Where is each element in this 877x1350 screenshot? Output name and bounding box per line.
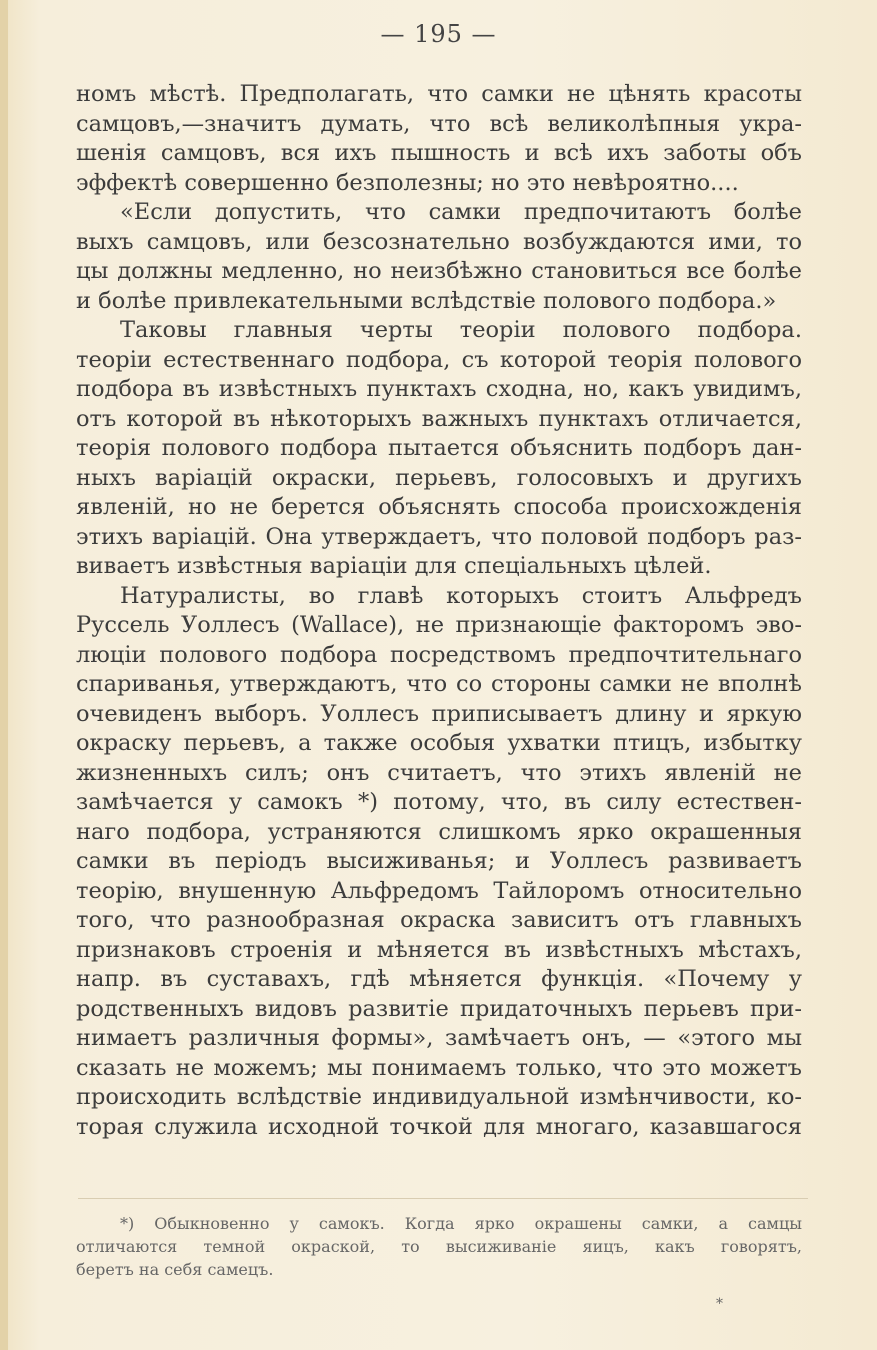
text-line: этихъ варіацій. Она утверждаетъ, что половой подборъ раз- bbox=[76, 523, 802, 550]
text-line: подбора въ извѣстныхъ пунктахъ сходна, но, какъ увидимъ, bbox=[76, 376, 802, 402]
text-line: окраску перьевъ, а также особыя ухватки птицъ, избытку bbox=[76, 730, 802, 756]
text-line: явленій, но не берется объяснять способа происхожденія bbox=[76, 494, 802, 520]
text-line: и болѣе привлекательными вслѣдствіе полового подбора.» bbox=[76, 287, 777, 314]
text-line: виваетъ извѣстныя варіаціи для спеціальныхъ цѣлей. bbox=[76, 553, 712, 579]
text-line: жизненныхъ силъ; онъ считаетъ, что этихъ явленій не bbox=[76, 759, 802, 786]
text-line: ныхъ варіацій окраски, перьевъ, голосовыхъ и другихъ bbox=[76, 464, 802, 491]
text-line: теорію, внушенную Альфредомъ Тайлоромъ относительно bbox=[76, 877, 802, 904]
text-line: наго подбора, устраняются слишкомъ ярко окрашенныя bbox=[76, 818, 802, 845]
text-line: теоріи естественнаго подбора, съ которой теорія полового bbox=[76, 346, 802, 373]
text-line: торая служила исходной точкой для многаго, казавшагося bbox=[76, 1113, 802, 1140]
main-text bbox=[76, 80, 802, 1142]
text-line: люціи полового подбора посредствомъ предпочтительнаго bbox=[76, 641, 802, 668]
text-line: Руссель Уоллесъ (Wallace), не признающіе факторомъ эво- bbox=[76, 612, 802, 638]
footnote-line: отличаются темной окраской, то высиживаніе яицъ, какъ говорятъ, bbox=[76, 1237, 802, 1256]
text-line: цы должны медленно, но неизбѣжно становиться все болѣе bbox=[76, 258, 802, 284]
text-line: нимаетъ различныя формы», замѣчаетъ онъ, — «этого мы bbox=[76, 1025, 802, 1051]
text-line: самки въ періодъ высиживанья; и Уоллесъ развиваетъ bbox=[76, 848, 802, 874]
page-number: — 195 — bbox=[380, 20, 497, 48]
text-line: родственныхъ видовъ развитіе придаточныхъ перьевъ при- bbox=[76, 995, 802, 1022]
text-line: самцовъ,—значитъ думать, что всѣ великолѣпныя укра- bbox=[76, 110, 802, 137]
footnote bbox=[76, 1212, 802, 1281]
text-line: сказать не можемъ; мы понимаемъ только, что это можетъ bbox=[76, 1054, 802, 1081]
text-line: напр. въ суставахъ, гдѣ мѣняется функція. «Почему у bbox=[76, 966, 802, 992]
text-line: «Если допустить, что самки предпочитаютъ болѣе bbox=[120, 199, 802, 225]
footnote-line: *) Обыкновенно у самокъ. Когда ярко окрашены самки, а самцы bbox=[120, 1214, 802, 1233]
text-line: признаковъ строенія и мѣняется въ извѣстныхъ мѣстахъ, bbox=[76, 936, 802, 963]
text-line: теорія полового подбора пытается объяснить подборъ дан- bbox=[76, 435, 802, 461]
text-line: того, что разнообразная окраска зависитъ отъ главныхъ bbox=[76, 907, 802, 933]
text-line: Натуралисты, во главѣ которыхъ стоитъ Альфредъ bbox=[120, 582, 802, 609]
text-line: эффектѣ совершенно безполезны; но это невѣроятно.... bbox=[76, 169, 739, 196]
text-line: замѣчается у самокъ *) потому, что, въ силу естествен- bbox=[76, 789, 802, 815]
page-edge-shadow bbox=[0, 0, 8, 1350]
text-line: очевиденъ выборъ. Уоллесъ приписываетъ длину и яркую bbox=[76, 700, 802, 727]
text-line: шенія самцовъ, вся ихъ пышность и всѣ ихъ заботы объ bbox=[76, 140, 802, 166]
text-line: отъ которой въ нѣкоторыхъ важныхъ пунктахъ отличается, bbox=[76, 405, 802, 432]
asterism-mark: * bbox=[716, 1296, 723, 1312]
text-line: происходить вслѣдствіе индивидуальной измѣнчивости, ко- bbox=[76, 1084, 802, 1110]
text-line: спариванья, утверждаютъ, что со стороны самки не вполнѣ bbox=[76, 671, 802, 697]
footnote-line: беретъ на себя самецъ. bbox=[76, 1260, 274, 1279]
text-line: Таковы главныя черты теоріи полового подбора. bbox=[120, 317, 802, 343]
footnote-divider bbox=[78, 1198, 808, 1199]
text-line: выхъ самцовъ, или безсознательно возбуждаются ими, то bbox=[76, 228, 802, 255]
text-line: номъ мѣстѣ. Предполагать, что самки не цѣнять красоты bbox=[76, 81, 802, 107]
